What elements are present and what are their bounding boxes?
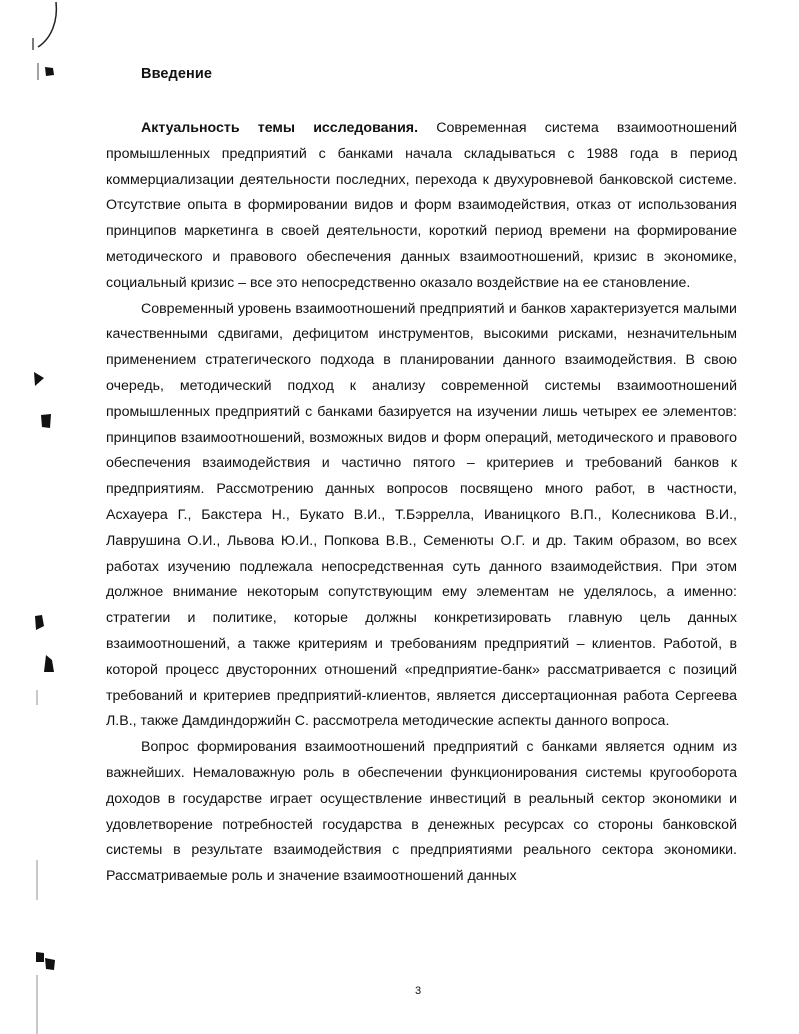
paragraph-1-lead: Актуальность темы исследования. <box>141 120 419 136</box>
page-number: 3 <box>414 985 422 997</box>
paragraph-3 <box>106 735 737 890</box>
paragraph-1-text: Современная система взаимоотношений промышленных предприятий с банками начала складываться с 1988 года в период коммерциализации деятельности последних, перехода к двухуровневой банковской системе. Отсутствие опыта в формировании видов и форм взаимодействия, отказ от использования принципов маркетинга в своей деятельности, короткий период времени на формирование методического и правового обеспечения данных взаимоотношений, кризис в экономике, социальный кризис – все это непосредственно оказало воздействие на ее становление. <box>106 120 737 291</box>
binding-marks-icon <box>0 0 80 1034</box>
paragraph-2 <box>106 297 737 736</box>
paragraph-1 <box>106 116 737 297</box>
section-heading: Введение <box>141 66 213 82</box>
handwritten-stroke <box>38 2 56 47</box>
body-text <box>106 116 737 890</box>
paragraph-3-text: Вопрос формирования взаимоотношений предприятий с банками является одним из важнейших. Немаловажную роль в обеспечении функционирования системы кругооборота доходов в государстве играет осуществление инвестиций в реальный сектор экономики и удовлетворение потребностей государства в денежных ресурсах со стороны банковской системы в результате взаимодействия с предприятиями реального сектора экономики. Рассматриваемые роль и значение взаимоотношений данных <box>106 739 737 885</box>
paragraph-2-text: Современный уровень взаимоотношений предприятий и банков характеризуется малыми качественными сдвигами, дефицитом инструментов, высокими рисками, незначительным применением стратегического подхода в планировании данного взаимодействия. В свою очередь, методический подход к анализу современной системы взаимоотношений промышленных предприятий с банками базируется на изучении лишь четырех ее элементов: принципов взаимоотношений, возможных видов и форм операций, методического и правового обеспечения взаимодействия и частично пятого – критериев и требований банков к предприятиям. Рассмотрению данных вопросов посвящено много работ, в частности, Асхауера Г., Бакстера Н., Букато В.И., Т.Бэррелла, Иваницкого В.П., Колесникова В.И., Лаврушина О.И., Львова Ю.И., Попкова В.В., Семенюты О.Г. и др. Таким образом, во всех работах изучению подлежала непосредственная суть данного взаимодействия. При этом должное внимание некоторым сопутствующим ему элементам не уделялось, а именно: стратегии и политике, которые должны конкретизировать главную цель данных взаимоотношений, а также критериям и требованиям предприятий – клиентов. Работой, в которой процесс двусторонних отношений «предприятие-банк» рассматривается с позиций требований и критериев предприятий-клиентов, является диссертационная работа Сергеева Л.В., также Дамдиндоржийн С. рассмотрела методические аспекты данного вопроса. <box>106 300 737 730</box>
